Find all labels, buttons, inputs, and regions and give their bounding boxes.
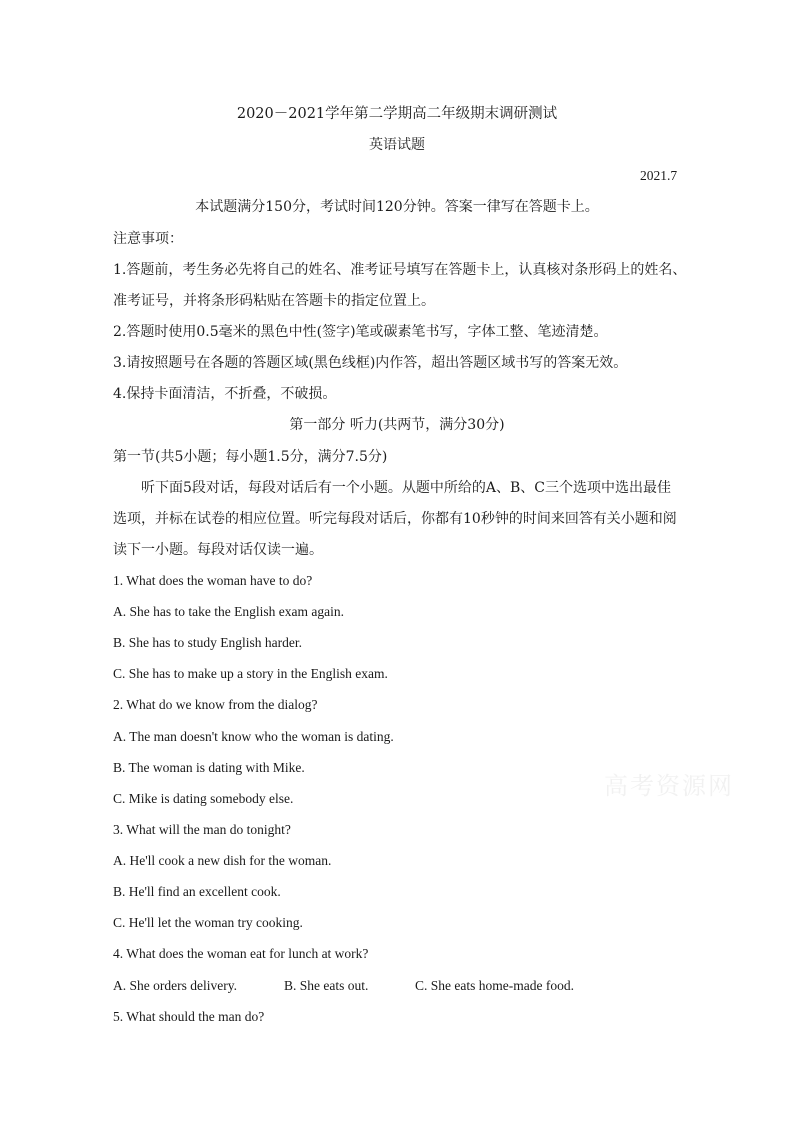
note-item-2: 2.答题时使用0.5毫米的黑色中性(签字)笔或碳素笔书写，字体工整、笔迹清楚。 <box>113 324 608 340</box>
question-2-option-b: B. The woman is dating with Mike. <box>113 760 305 775</box>
question-1-option-b: B. She has to study English harder. <box>113 635 302 650</box>
question-5-stem: 5. What should the man do? <box>113 1009 265 1024</box>
exam-date: 2021.7 <box>640 168 678 183</box>
question-1-option-a: A. She has to take the English exam again. <box>113 604 344 619</box>
question-3-stem: 3. What will the man do tonight? <box>113 822 291 837</box>
question-3-option-a: A. He'll cook a new dish for the woman. <box>113 853 332 868</box>
directions-line-3: 读下一小题。每段对话仅读一遍。 <box>113 542 323 558</box>
part-one-heading: 第一部分 听力(共两节，满分30分) <box>289 417 505 433</box>
exam-instruction: 本试题满分150分，考试时间120分钟。答案一律写在答题卡上。 <box>195 199 599 215</box>
note-item-3: 3.请按照题号在各题的答题区域(黑色线框)内作答，超出答题区域书写的答案无效。 <box>113 355 628 371</box>
question-1-stem: 1. What does the woman have to do? <box>113 573 313 588</box>
exam-subject: 英语试题 <box>369 137 425 153</box>
question-3-option-b: B. He'll find an excellent cook. <box>113 884 281 899</box>
exam-title: 2020－2021学年第二学期高二年级期末调研测试 <box>236 106 558 122</box>
note-item-1-line-1: 1.答题前，考生务必先将自己的姓名、准考证号填写在答题卡上，认真核对条形码上的姓名、 <box>113 262 687 278</box>
question-4-option-a: A. She orders delivery. <box>113 978 237 993</box>
question-2-option-c: C. Mike is dating somebody else. <box>113 791 294 806</box>
watermark: 高考资源网 <box>604 772 734 800</box>
section-one-heading: 第一节(共5小题；每小题1.5分，满分7.5分) <box>113 449 388 465</box>
note-item-1-line-2: 准考证号，并将条形码粘贴在答题卡的指定位置上。 <box>113 293 435 309</box>
directions-line-1: 听下面5段对话，每段对话后有一个小题。从题中所给的A、B、C三个选项中选出最佳 <box>141 480 672 496</box>
question-1-option-c: C. She has to make up a story in the English exam. <box>113 666 388 681</box>
notes-heading: 注意事项： <box>113 231 183 247</box>
directions-line-2: 选项，并标在试卷的相应位置。听完每段对话后，你都有10秒钟的时间来回答有关小题和阅 <box>113 511 677 527</box>
question-4-option-c: C. She eats home-made food. <box>415 978 574 993</box>
question-4-stem: 4. What does the woman eat for lunch at work? <box>113 946 369 961</box>
question-4-option-b: B. She eats out. <box>284 978 369 993</box>
question-3-option-c: C. He'll let the woman try cooking. <box>113 915 303 930</box>
question-2-stem: 2. What do we know from the dialog? <box>113 697 318 712</box>
question-2-option-a: A. The man doesn't know who the woman is dating. <box>113 729 394 744</box>
note-item-4: 4.保持卡面清洁，不折叠，不破损。 <box>113 386 337 402</box>
